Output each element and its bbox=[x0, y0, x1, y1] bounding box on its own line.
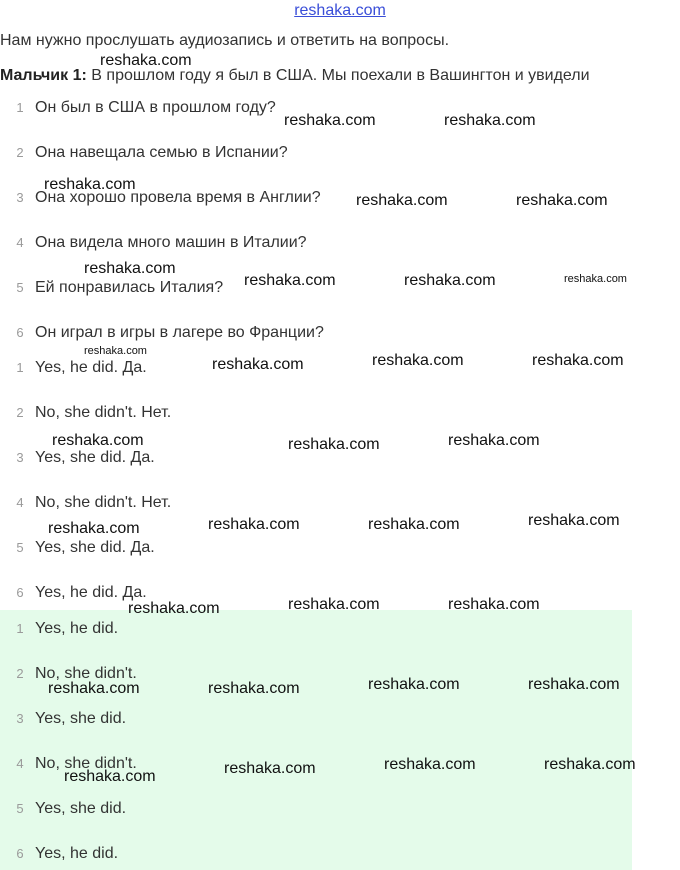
watermark: reshaka.com bbox=[372, 352, 464, 369]
watermark: reshaka.com bbox=[288, 596, 380, 613]
item-number: 3 bbox=[16, 450, 24, 465]
item-number: 4 bbox=[16, 495, 24, 510]
boy-label: Мальчик 1: bbox=[0, 67, 87, 84]
watermark: reshaka.com bbox=[128, 600, 220, 617]
watermark: reshaka.com bbox=[564, 273, 627, 285]
answer-highlight bbox=[0, 610, 632, 870]
answer-text: Yes, she did. Да. bbox=[35, 539, 155, 556]
question-text: Она видела много машин в Италии? bbox=[35, 234, 307, 251]
answer-text: Yes, he did. bbox=[35, 620, 119, 637]
watermark: reshaka.com bbox=[52, 432, 144, 449]
item-number: 1 bbox=[16, 100, 24, 115]
watermark: reshaka.com bbox=[84, 345, 147, 357]
item-number: 2 bbox=[16, 666, 24, 681]
answer-text: No, she didn't. Нет. bbox=[35, 404, 172, 421]
watermark: reshaka.com bbox=[224, 760, 316, 777]
watermark: reshaka.com bbox=[48, 680, 140, 697]
watermark: reshaka.com bbox=[212, 356, 304, 373]
watermark: reshaka.com bbox=[284, 112, 376, 129]
watermark: reshaka.com bbox=[544, 756, 636, 773]
question-text: Он играл в игры в лагере во Франции? bbox=[35, 324, 324, 341]
item-number: 3 bbox=[16, 190, 24, 205]
boy-line bbox=[0, 67, 590, 85]
question-text: Он был в США в прошлом году? bbox=[35, 99, 276, 116]
watermark: reshaka.com bbox=[356, 192, 448, 209]
item-number: 6 bbox=[16, 325, 24, 340]
item-number: 2 bbox=[16, 405, 24, 420]
item-number: 5 bbox=[16, 801, 24, 816]
watermark: reshaka.com bbox=[244, 272, 336, 289]
answer-text: Yes, she did. bbox=[35, 710, 127, 727]
item-number: 5 bbox=[16, 540, 24, 555]
watermark: reshaka.com bbox=[532, 352, 624, 369]
watermark: reshaka.com bbox=[404, 272, 496, 289]
item-number: 3 bbox=[16, 711, 24, 726]
watermark: reshaka.com bbox=[448, 432, 540, 449]
item-number: 6 bbox=[16, 585, 24, 600]
watermark: reshaka.com bbox=[100, 52, 192, 69]
watermark: reshaka.com bbox=[64, 768, 156, 785]
answer-text: No, she didn't. bbox=[35, 755, 137, 772]
watermark: reshaka.com bbox=[44, 176, 136, 193]
answer-text: Yes, he did. Да. bbox=[35, 584, 147, 601]
answer-text: No, she didn't. bbox=[35, 665, 137, 682]
answer-text: No, she didn't. Нет. bbox=[35, 494, 172, 511]
question-text: Она хорошо провела время в Англии? bbox=[35, 189, 321, 206]
item-number: 5 bbox=[16, 280, 24, 295]
boy-text: В прошлом году я был в США. Мы поехали в Вашингтон и увидели bbox=[91, 67, 590, 84]
answer-text: Yes, she did. bbox=[35, 800, 127, 817]
question-text: Она навещала семью в Испании? bbox=[35, 144, 288, 161]
watermark: reshaka.com bbox=[48, 520, 140, 537]
watermark: reshaka.com bbox=[84, 260, 176, 277]
watermark: reshaka.com bbox=[208, 680, 300, 697]
watermark: reshaka.com bbox=[208, 516, 300, 533]
watermark: reshaka.com bbox=[528, 676, 620, 693]
intro-text: Нам нужно прослушать аудиозапись и ответить на вопросы. bbox=[0, 32, 450, 49]
question-text: Ей понравилась Италия? bbox=[35, 279, 224, 296]
watermark: reshaka.com bbox=[368, 516, 460, 533]
answer-text: Yes, he did. bbox=[35, 845, 119, 862]
watermark: reshaka.com bbox=[448, 596, 540, 613]
item-number: 4 bbox=[16, 235, 24, 250]
watermark: reshaka.com bbox=[516, 192, 608, 209]
item-number: 1 bbox=[16, 360, 24, 375]
item-number: 6 bbox=[16, 846, 24, 861]
item-number: 1 bbox=[16, 621, 24, 636]
watermark: reshaka.com bbox=[384, 756, 476, 773]
item-number: 2 bbox=[16, 145, 24, 160]
site-title[interactable]: reshaka.com bbox=[294, 2, 386, 19]
watermark: reshaka.com bbox=[288, 436, 380, 453]
answer-text: Yes, he did. Да. bbox=[35, 359, 147, 376]
item-number: 4 bbox=[16, 756, 24, 771]
watermark: reshaka.com bbox=[528, 512, 620, 529]
watermark: reshaka.com bbox=[444, 112, 536, 129]
watermark: reshaka.com bbox=[368, 676, 460, 693]
answer-text: Yes, she did. Да. bbox=[35, 449, 155, 466]
